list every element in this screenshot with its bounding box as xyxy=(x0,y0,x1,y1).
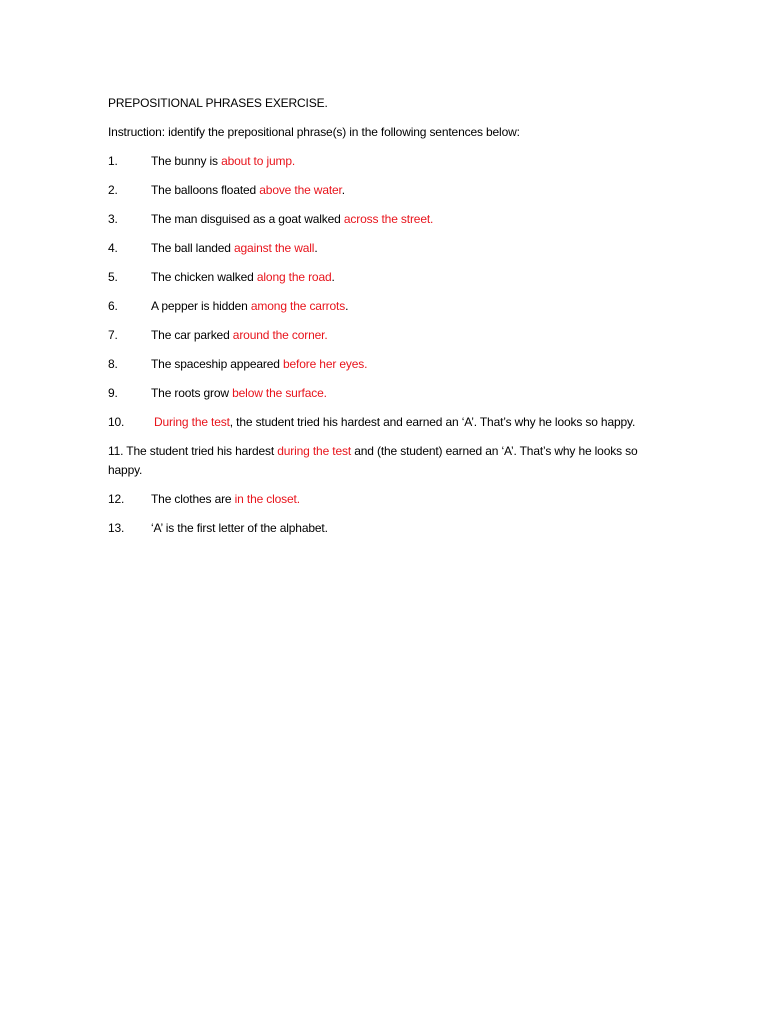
sentence-text: . xyxy=(341,183,345,197)
list-item xyxy=(108,239,648,258)
item-sentence xyxy=(151,326,648,345)
sentence-text: The bunny is xyxy=(151,154,222,168)
item-sentence xyxy=(151,239,648,258)
list-item xyxy=(108,384,648,403)
item-number: 8. xyxy=(108,357,118,371)
sentence-text: The spaceship appeared xyxy=(151,357,283,371)
prepositional-phrase: against the wall xyxy=(234,241,315,255)
sentence-text: . xyxy=(345,299,349,313)
instruction-text: Instruction: identify the prepositional phrase(s) in the following sentences below: xyxy=(108,125,520,139)
prepositional-phrase: across the street. xyxy=(343,212,434,226)
prepositional-phrase: among the carrots xyxy=(250,299,346,313)
item-number: 3. xyxy=(108,212,118,226)
page-title: PREPOSITIONAL PHRASES EXERCISE. xyxy=(108,96,328,110)
sentence-text: . xyxy=(314,241,318,255)
item-sentence xyxy=(151,268,648,287)
sentence-text: A pepper is hidden xyxy=(151,299,251,313)
prepositional-phrase: above the water xyxy=(259,183,342,197)
sentence-text: The student tried his hardest xyxy=(123,444,278,458)
item-number: 5. xyxy=(108,270,118,284)
item-sentence xyxy=(151,490,648,509)
sentence-text: ‘A’ is the first letter of the alphabet. xyxy=(151,521,328,535)
list-item xyxy=(108,490,648,509)
item-sentence xyxy=(151,355,648,374)
sentence-text: The car parked xyxy=(151,328,233,342)
prepositional-phrase: in the closet. xyxy=(234,492,300,506)
list-item xyxy=(108,519,648,538)
sentence-text: The balloons floated xyxy=(151,183,260,197)
document-page xyxy=(108,94,648,548)
item-number: 4. xyxy=(108,241,118,255)
list-item xyxy=(108,355,648,374)
sentence-text: The ball landed xyxy=(151,241,234,255)
sentence-text: , the student tried his hardest and earned an ‘A’. That’s why he looks so happy. xyxy=(229,415,636,429)
prepositional-phrase: During the test xyxy=(154,415,230,429)
item-sentence xyxy=(151,181,648,200)
item-number: 6. xyxy=(108,299,118,313)
list-item xyxy=(108,297,648,316)
item-sentence xyxy=(151,519,648,538)
list-item xyxy=(108,152,648,171)
item-number: 7. xyxy=(108,328,118,342)
item-number: 2. xyxy=(108,183,118,197)
list-item xyxy=(108,326,648,345)
list-item xyxy=(108,268,648,287)
item-sentence xyxy=(151,297,648,316)
item-number: 13. xyxy=(108,521,125,535)
item-number: 1. xyxy=(108,154,118,168)
item-sentence xyxy=(151,384,648,403)
prepositional-phrase: around the corner. xyxy=(232,328,328,342)
sentence-text: . xyxy=(331,270,335,284)
item-sentence xyxy=(151,210,648,229)
list-item xyxy=(108,442,648,480)
prepositional-phrase: before her eyes. xyxy=(282,357,368,371)
prepositional-phrase: about to jump. xyxy=(221,154,296,168)
sentence-text: The chicken walked xyxy=(151,270,257,284)
list-item xyxy=(108,181,648,200)
item-number: 11. xyxy=(108,444,124,458)
prepositional-phrase: along the road xyxy=(256,270,332,284)
list-item xyxy=(108,413,648,432)
item-sentence xyxy=(151,152,648,171)
sentence-text: and (the student) earned an ‘A’. That’s why he looks so happy. xyxy=(108,444,638,477)
sentence-text: The man disguised as a goat walked xyxy=(151,212,344,226)
prepositional-phrase: below the surface. xyxy=(232,386,327,400)
item-number: 12. xyxy=(108,492,125,506)
prepositional-phrase: during the test xyxy=(277,444,352,458)
sentence-text: The roots grow xyxy=(151,386,233,400)
sentence-text: The clothes are xyxy=(151,492,235,506)
item-number: 9. xyxy=(108,386,118,400)
item-number: 10. xyxy=(108,415,125,429)
list-item xyxy=(108,210,648,229)
